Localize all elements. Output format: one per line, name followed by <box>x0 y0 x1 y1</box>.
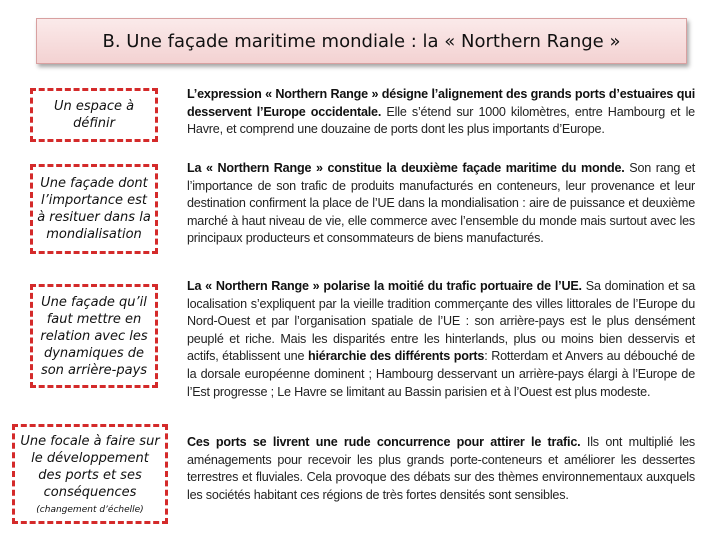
paragraph-definition <box>187 86 695 139</box>
paragraph-facade <box>187 160 695 248</box>
slide-title-text: B. Une façade maritime mondiale : la « Northern Range » <box>102 30 621 52</box>
left-box-label: Un espace à définir <box>53 99 135 131</box>
left-box-label: Une façade qu’il faut mettre en relation avec les dynamiques de son arrière-pays <box>40 294 148 378</box>
left-box-arriere-pays <box>30 284 158 388</box>
slide-title <box>36 18 687 64</box>
paragraph-body: Sa domination et sa localisation s’expliquent par la vieille tradition commerçante des villes littorales de l’Europe du Nord-Ouest et par l’organisation spatiale de l’UE : son arrière-pays est le plus densément peuplé et riche. Mais les disparités entre les hinterlands, plus ou moins bien desservis et actifs, établissent une <box>187 279 695 364</box>
left-box-ports <box>12 424 168 524</box>
left-box-label: Une façade dont l’importance est à resituer dans la mondialisation <box>37 176 151 242</box>
paragraph-body-end: : Rotterdam et Anvers au débouché de la dorsale européenne dominent ; Hambourg desservant un arrière-pays élargi à l’Europe de l’Est progresse ; Le Havre se limitant au Bassin parisien et à l’Ouest est plus modeste. <box>187 349 695 399</box>
paragraph-lead: Ces ports se livrent une rude concurrence pour attirer le trafic. <box>187 435 581 449</box>
paragraph-concurrence <box>187 434 695 504</box>
paragraph-lead: La « Northern Range » polarise la moitié du trafic portuaire de l’UE. <box>187 279 582 293</box>
paragraph-body: Ils ont multiplié les aménagements pour recevoir les plus grands porte-conteneurs et améliorer les dessertes terrestres et fluviales. Cela provoque des débats sur des thèmes environnementaux auxquels les sociétés habitant ces régions de très fortes densités sont sensibles. <box>187 435 695 502</box>
paragraph-trafic <box>187 278 695 401</box>
left-box-facade <box>30 164 158 254</box>
paragraph-lead: La « Northern Range » constitue la deuxième façade maritime du monde. <box>187 161 625 175</box>
paragraph-emphasis: hiérarchie des différents ports <box>304 349 485 364</box>
paragraph-lead: L’expression « Northern Range » désigne l’alignement des grands ports d’estuaires qui desservent l’Europe occidentale. <box>187 87 695 119</box>
left-box-label: Une focale à faire sur le développement des ports et ses conséquences <box>20 433 160 500</box>
left-box-espace <box>30 88 158 142</box>
left-box-note: (changement d’échelle) <box>36 504 144 515</box>
paragraph-body: Son rang et l’importance de son trafic de produits manufacturés en conteneurs, leur provenance et leur destination confirment la place de l’UE dans la mondialisation : aire de puissance et deuxième marché à haut niveau de vie, elle commerce avec l’ensemble du monde mais surtout avec les principaux producteurs et consommateurs de biens manufacturés. <box>187 161 696 246</box>
paragraph-body: Elle s’étend sur 1000 kilomètres, entre Hambourg et le Havre, et comprend une douzaine de ports dont les plus importants d’Europe. <box>187 104 695 137</box>
